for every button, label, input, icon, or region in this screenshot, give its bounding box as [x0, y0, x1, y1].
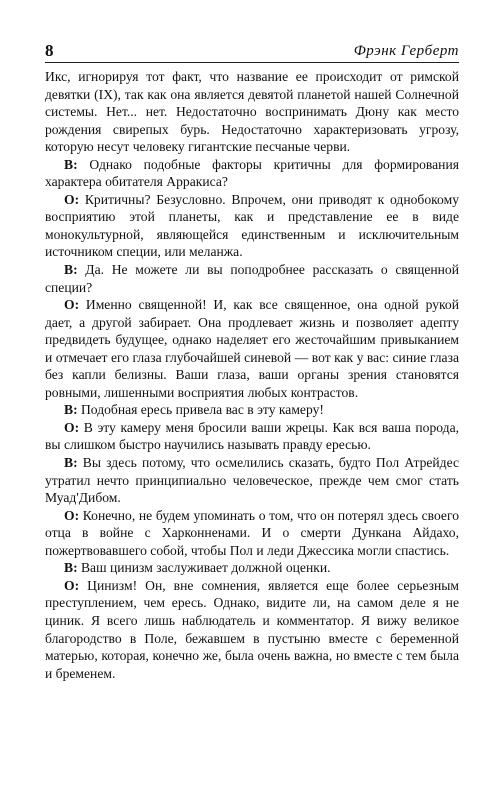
paragraph-text: Да. Не можете ли вы поподробнее рассказать о священной специи?: [45, 262, 459, 295]
paragraph: [45, 68, 459, 156]
body-text: [45, 68, 459, 682]
paragraph-text: Именно священной! И, как все священное, она одной рукой дает, а другой забирает. Она продлевает жизнь и позволяет адепту предвидеть будущее, однако наделяет его жесточайшим привыканием и отмечает его глаза глубочайшей синевой — вот как у вас: синие глаза без капли белизны. Ваши глаза, ваши органы зрения становятся ровными, лишенными восприятия любых контрастов.: [45, 297, 459, 400]
answer-paragraph: [45, 191, 459, 261]
paragraph-text: Критичны? Безусловно. Впрочем, они приводят к однобокому восприятию этой планеты, как и представление ее в виде монокультурной, являющейся единственным и исключительным источником специи, или меланжа.: [45, 191, 459, 260]
answer-paragraph: [45, 419, 459, 454]
question-paragraph: [45, 261, 459, 296]
page-number: 8: [45, 41, 54, 60]
paragraph-text: Подобная ересь привела вас в эту камеру!: [77, 402, 324, 418]
speaker-label: О:: [64, 507, 80, 523]
question-paragraph: [45, 156, 459, 191]
answer-paragraph: [45, 577, 459, 682]
paragraph-text: Икс, игнорируя тот факт, что название ее происходит от римской девятки (IX), так как она является девятой планетой нашей Солнечной системы. Нет... нет. Недостаточно воспринимать Дюну как место рождения свирепых бурь. Недостаточно характеризовать угрозу, которую несут человеку гигантские песчаные черви.: [45, 69, 459, 155]
speaker-label: О:: [64, 191, 80, 207]
speaker-label: О:: [64, 419, 80, 435]
running-title: Фрэнк Герберт: [353, 43, 459, 59]
speaker-label: В:: [64, 156, 78, 172]
paragraph-text: Цинизм! Он, вне сомнения, является еще более серьезным преступлением, чем ересь. Однако, видите ли, на самом деле я не циник. Я всего лишь наблюдатель и комментатор. Я вижу великое благородство в Поле, бежавшем в пустыню вместе с беременной матерью, которая, конечно же, была очень важна, но вместе с тем была и бременем.: [45, 577, 459, 681]
speaker-label: О:: [64, 297, 80, 313]
paragraph-text: Конечно, не будем упоминать о том, что он потерял здесь своего отца в войне с Харконненами. И о смерти Дункана Айдахо, пожертвовавшего собой, чтобы Пол и леди Джессика могли спастись.: [45, 507, 459, 558]
question-paragraph: [45, 454, 459, 507]
paragraph-text: Ваш цинизм заслуживает должной оценки.: [77, 560, 331, 576]
speaker-label: В:: [64, 455, 78, 471]
answer-paragraph: [45, 296, 459, 401]
page-header: [45, 40, 459, 63]
answer-paragraph: [45, 507, 459, 560]
paragraph-text: Вы здесь потому, что осмелились сказать, будто Пол Атрейдес утратил нечто принципиально человеческое, прежде чем смог стать Муад'Дибом.: [45, 455, 459, 506]
paragraph-text: В эту камеру меня бросили ваши жрецы. Как вся ваша порода, вы слишком быстро научились называть правду ересью.: [45, 419, 459, 453]
speaker-label: О:: [64, 577, 80, 593]
paragraph-text: Однако подобные факторы критичны для формирования характера обитателя Арракиса?: [45, 156, 459, 190]
speaker-label: В:: [64, 402, 78, 418]
speaker-label: В:: [64, 560, 78, 576]
question-paragraph: [45, 559, 459, 577]
speaker-label: В:: [64, 262, 78, 278]
question-paragraph: [45, 401, 459, 419]
